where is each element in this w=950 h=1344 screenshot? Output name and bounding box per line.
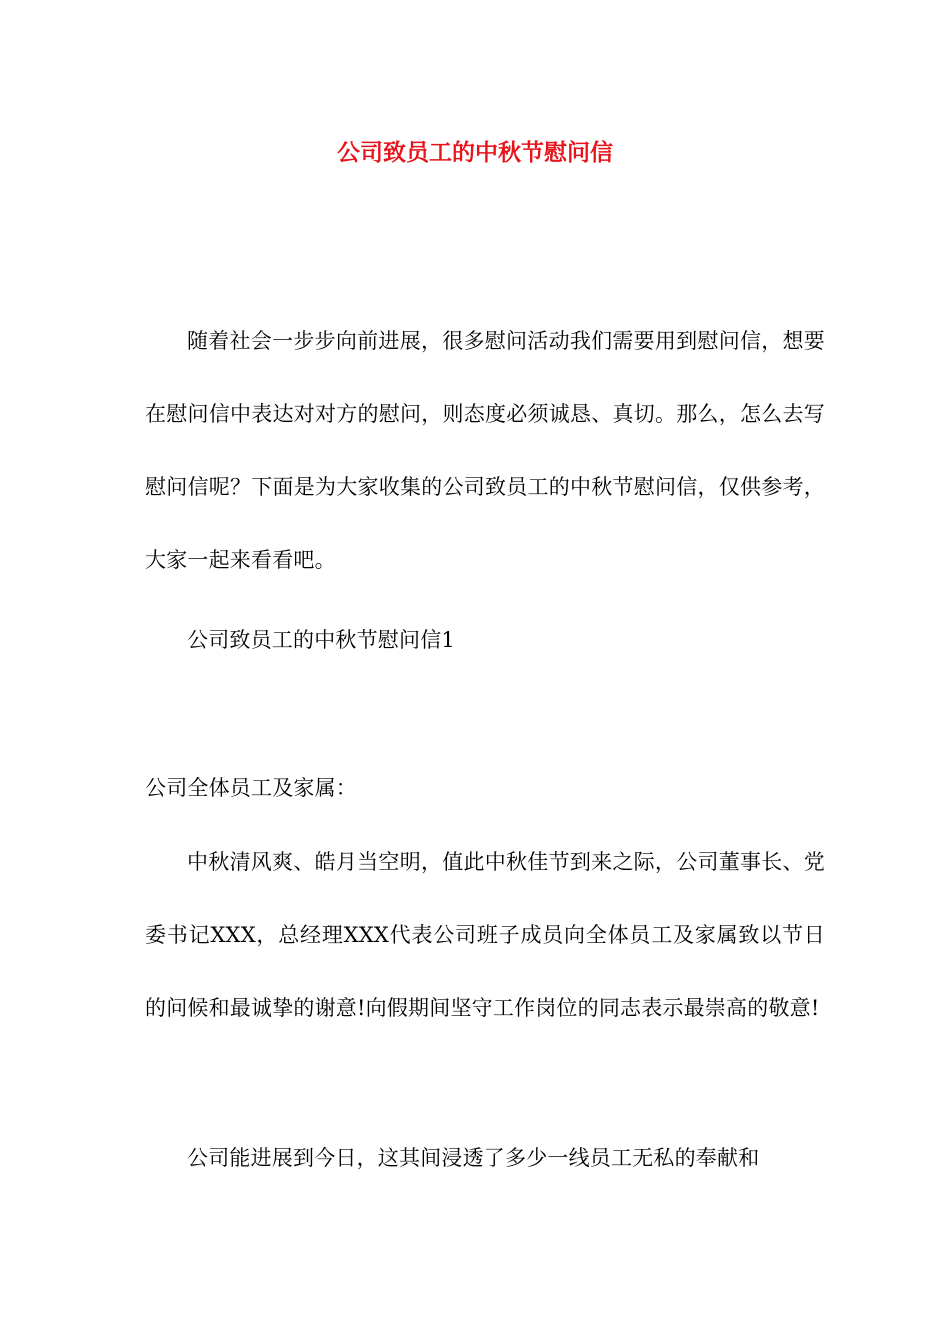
intro-paragraph: 随着社会一步步向前进展，很多慰问活动我们需要用到慰问信，想要在慰问信中表达对对方的慰问，则态度必须诚恳、真切。那么，怎么去写慰问信呢？下面是为大家收集的公司致员工的中秋节慰问信，仅供参考，大家一起来看看吧。 (145, 329, 825, 572)
salutation: 公司全体员工及家属： (145, 776, 357, 800)
document-title: 公司致员工的中秋节慰问信 (337, 139, 613, 166)
intro-section (145, 305, 825, 597)
body-paragraph-2: 公司能进展到今日，这其间浸透了多少一线员工无私的奉献和 (187, 1146, 760, 1170)
body-paragraph-1: 中秋清风爽、皓月当空明，值此中秋佳节到来之际，公司董事长、党委书记XXX，总经理XXX代表公司班子成员向全体员工及家属致以节日的问候和最诚挚的谢意!向假期间坚守工作岗位的同志表示最崇高的敬意! (145, 850, 825, 1020)
salutation-section (145, 752, 825, 825)
body-section-1 (145, 826, 825, 1045)
body-section-2 (145, 1122, 825, 1195)
letter-heading-section (145, 604, 825, 677)
letter-heading: 公司致员工的中秋节慰问信1 (187, 628, 455, 652)
